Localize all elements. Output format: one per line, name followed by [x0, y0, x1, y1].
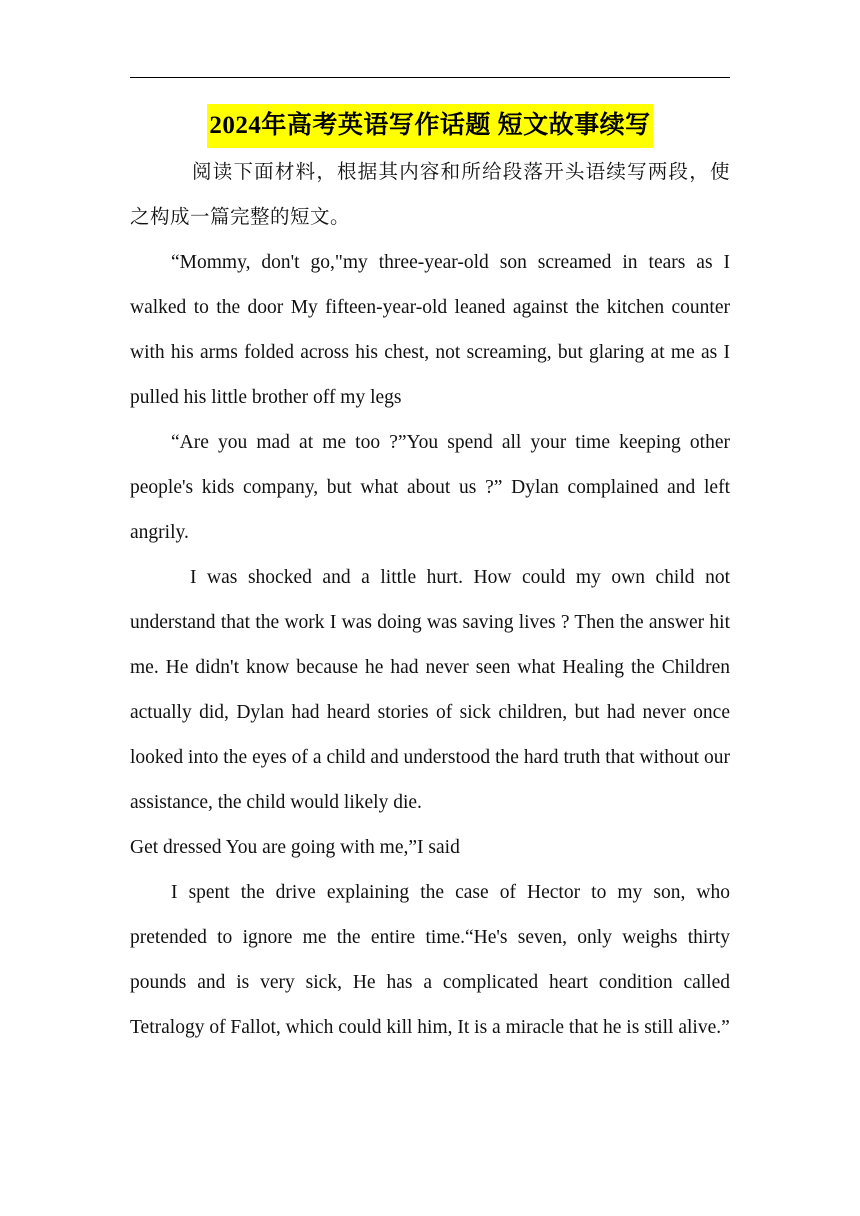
header-rule	[130, 77, 730, 78]
story-paragraph-2: “Are you mad at me too ?”You spend all your time keeping other people's kids company, but what about us ?” Dylan complained and left angrily.	[130, 432, 730, 543]
story-paragraph-5: I spent the drive explaining the case of Hector to my son, who pretended to ignore me the entire time.“He's seven, only weighs thirty pounds and is very sick, He has a complicated heart condition called Tetralogy of Fallot, which could kill him, It is a miracle that he is still alive.”	[130, 882, 730, 1038]
title-container	[130, 104, 730, 148]
story-paragraph-4: Get dressed You are going with me,”I said	[130, 837, 460, 858]
document-body	[130, 150, 730, 1050]
instructions-paragraph: 阅读下面材料，根据其内容和所给段落开头语续写两段，使之构成一篇完整的短文。	[130, 162, 730, 228]
story-paragraph-1: “Mommy, don't go,"my three-year-old son screamed in tears as I walked to the door My fifteen-year-old leaned against the kitchen counter with his arms folded across his chest, not screaming, but glaring at me as I pulled his little brother off my legs	[130, 252, 730, 408]
story-paragraph-3: I was shocked and a little hurt. How could my own child not understand that the work I was doing was saving lives ? Then the answer hit me. He didn't know because he had never seen what Healing the Children actually did, Dylan had heard stories of sick children, but had never once looked into the eyes of a child and understood the hard truth that without our assistance, the child would likely die.	[130, 567, 730, 813]
document-title: 2024年高考英语写作话题 短文故事续写	[207, 104, 652, 148]
